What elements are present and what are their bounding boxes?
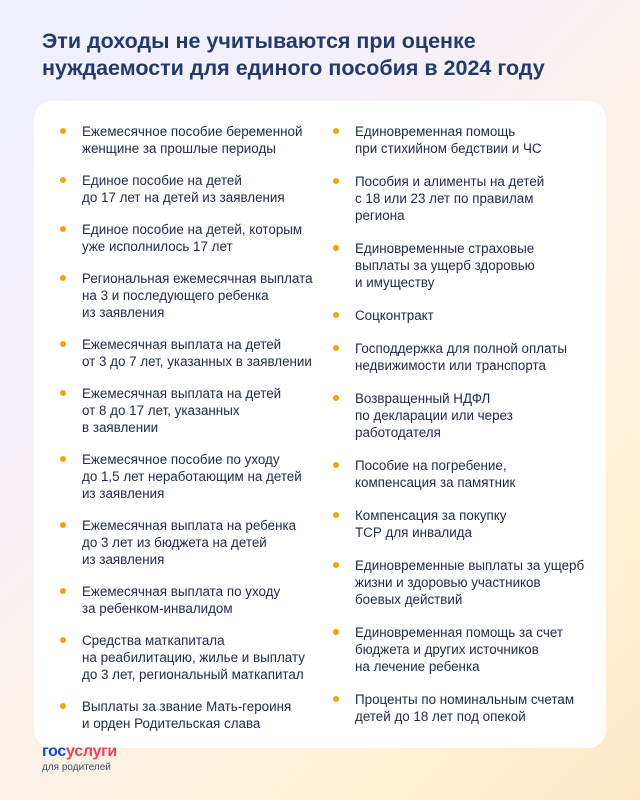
bullet-dot-icon: [60, 128, 66, 134]
bullet-dot-icon: [333, 462, 339, 468]
list-item-text: Единовременные страховые выплаты за ущерб здоровью и имуществу: [355, 241, 535, 290]
list-item-text: Региональная ежемесячная выплата на 3 и последующего ребенка из заявления: [82, 271, 313, 320]
list-item: [341, 240, 591, 291]
list-item-text: Компенсация за покупку ТСР для инвалида: [355, 508, 507, 540]
list-item-text: Выплаты за звание Мать-героиня и орден Родительская слава: [82, 699, 292, 731]
list-item: [68, 336, 320, 370]
right-column-list: [341, 123, 591, 741]
bullet-dot-icon: [333, 245, 339, 251]
bullet-dot-icon: [60, 522, 66, 528]
logo-part-uslugi: услуги: [66, 743, 117, 760]
bullet-dot-icon: [333, 345, 339, 351]
logo-subtitle: для родителей: [42, 762, 111, 773]
list-item-text: Единое пособие на детей, которым уже исполнилось 17 лет: [82, 222, 303, 254]
bullet-dot-icon: [60, 703, 66, 709]
list-item-text: Единовременная помощь при стихийном бедствии и ЧС: [355, 124, 542, 156]
list-item: [341, 457, 591, 491]
bullet-dot-icon: [60, 588, 66, 594]
list-item-text: Ежемесячное пособие по уходу до 1,5 лет неработающим на детей из заявления: [82, 452, 302, 501]
bullet-dot-icon: [60, 275, 66, 281]
list-item-text: Ежемесячная выплата на детей от 8 до 17 лет, указанных в заявлении: [82, 386, 282, 435]
bullet-dot-icon: [60, 226, 66, 232]
list-item-text: Возвращенный НДФЛ по декларации или через работодателя: [355, 391, 513, 440]
bullet-dot-icon: [60, 456, 66, 462]
list-item: [68, 583, 320, 617]
list-item: [68, 172, 320, 206]
list-item-text: Господдержка для полной оплаты недвижимости или транспорта: [355, 341, 567, 373]
list-item: [68, 517, 320, 568]
list-item-text: Пособия и алименты на детей с 18 или 23 лет по правилам региона: [355, 174, 545, 223]
list-item: [341, 340, 591, 374]
bullet-dot-icon: [60, 177, 66, 183]
list-item: [68, 632, 320, 683]
list-item: [341, 390, 591, 441]
bullet-dot-icon: [333, 629, 339, 635]
list-item: [341, 173, 591, 224]
bullet-dot-icon: [333, 312, 339, 318]
logo-wordmark: [42, 743, 117, 761]
list-item: [68, 698, 320, 732]
bullet-dot-icon: [333, 128, 339, 134]
list-item-text: Единовременные выплаты за ущерб жизни и здоровью участников боевых действий: [355, 558, 585, 607]
list-item: [341, 624, 591, 675]
list-item-text: Ежемесячная выплата на ребенка до 3 лет из бюджета на детей из заявления: [82, 518, 297, 567]
list-item: [341, 507, 591, 541]
bullet-dot-icon: [333, 395, 339, 401]
list-item: [341, 557, 591, 608]
list-item-text: Соцконтракт: [355, 308, 434, 323]
list-item: [68, 221, 320, 255]
left-column-list: [68, 123, 320, 747]
list-item: [341, 307, 591, 324]
page-title: Эти доходы не учитываются при оценке нуждаемости для единого пособия в 2024 году: [42, 29, 545, 80]
list-item: [68, 385, 320, 436]
bullet-dot-icon: [60, 637, 66, 643]
list-item-text: Проценты по номинальным счетам детей до 18 лет под опекой: [355, 692, 575, 724]
list-item-text: Ежемесячное пособие беременной женщине за прошлые периоды: [82, 124, 303, 156]
list-item: [68, 123, 320, 157]
bullet-dot-icon: [60, 390, 66, 396]
list-item: [68, 451, 320, 502]
list-item-text: Средства маткапитала на реабилитацию, жилье и выплату до 3 лет, региональный маткапитал: [82, 633, 305, 682]
bullet-dot-icon: [333, 512, 339, 518]
list-item-text: Пособие на погребение, компенсация за памятник: [355, 458, 516, 490]
bullet-dot-icon: [333, 178, 339, 184]
list-item: [341, 691, 591, 725]
bullet-dot-icon: [333, 562, 339, 568]
list-item-text: Ежемесячная выплата по уходу за ребенком-инвалидом: [82, 584, 281, 616]
list-item: [68, 270, 320, 321]
income-list-card: [34, 101, 606, 748]
list-item-text: Единовременная помощь за счет бюджета и других источников на лечение ребенка: [355, 625, 563, 674]
bullet-dot-icon: [333, 696, 339, 702]
list-item-text: Единое пособие на детей до 17 лет на детей из заявления: [82, 173, 285, 205]
bullet-dot-icon: [60, 341, 66, 347]
list-item-text: Ежемесячная выплата на детей от 3 до 7 лет, указанных в заявлении: [82, 337, 312, 369]
list-item: [341, 123, 591, 157]
logo-part-gos: гос: [42, 743, 67, 760]
gosuslugi-logo[interactable]: [42, 743, 117, 774]
